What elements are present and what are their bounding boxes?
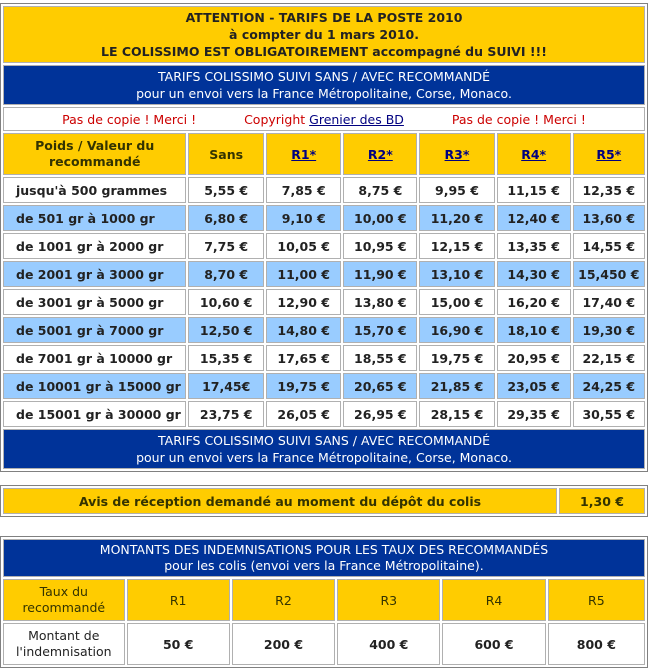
- weight-range-label: de 1001 gr à 2000 gr: [3, 233, 186, 259]
- taux-label: Taux du recommandé: [3, 579, 125, 621]
- weight-range-label: de 501 gr à 1000 gr: [3, 205, 186, 231]
- price-cell: 18,55 €: [343, 345, 417, 371]
- price-cell: 19,75 €: [419, 345, 494, 371]
- price-cell: 23,75 €: [188, 401, 264, 427]
- price-cell: 20,95 €: [497, 345, 571, 371]
- rate-row: [3, 261, 645, 287]
- price-cell: 13,60 €: [573, 205, 645, 231]
- price-cell: 14,30 €: [497, 261, 571, 287]
- weight-range-label: de 3001 gr à 5000 gr: [3, 289, 186, 315]
- header-r3-link[interactable]: R3*: [444, 146, 470, 162]
- header-r5-link[interactable]: R5*: [596, 146, 622, 162]
- rate-row: [3, 205, 645, 231]
- header-r1-link[interactable]: R1*: [291, 146, 317, 162]
- avis-price: 1,30 €: [559, 488, 645, 514]
- amount-r5: 800 €: [548, 623, 645, 665]
- price-cell: 12,15 €: [419, 233, 494, 259]
- price-cell: 11,90 €: [343, 261, 417, 287]
- header-r2-link[interactable]: R2*: [367, 146, 393, 162]
- header-sans: Sans: [188, 133, 264, 175]
- price-cell: 13,35 €: [497, 233, 571, 259]
- rate-row: [3, 345, 645, 371]
- level-r3: R3: [337, 579, 440, 621]
- indemnisation-amount-row: [3, 623, 645, 665]
- rate-row: [3, 177, 645, 203]
- montant-label: Montant de l'indemnisation: [3, 623, 125, 665]
- price-cell: 6,80 €: [188, 205, 264, 231]
- footer-banner: [3, 429, 645, 469]
- rate-row: [3, 289, 645, 315]
- indemnisation-header-row: [3, 579, 645, 621]
- price-cell: 17,65 €: [266, 345, 341, 371]
- price-cell: 26,05 €: [266, 401, 341, 427]
- avis-table: [0, 485, 648, 517]
- amount-r4: 600 €: [442, 623, 545, 665]
- price-cell: 15,35 €: [188, 345, 264, 371]
- price-cell: 16,20 €: [497, 289, 571, 315]
- price-cell: 20,65 €: [343, 373, 417, 399]
- price-cell: 7,75 €: [188, 233, 264, 259]
- header-r4-link[interactable]: R4*: [521, 146, 547, 162]
- price-cell: 17,40 €: [573, 289, 645, 315]
- notice-line-1: ATTENTION - TARIFS DE LA POSTE 2010: [185, 10, 463, 25]
- price-cell: 23,05 €: [497, 373, 571, 399]
- footer-banner-subtitle: pour un envoi vers la France Métropolitaine, Corse, Monaco.: [136, 450, 512, 465]
- price-cell: 7,85 €: [266, 177, 341, 203]
- tarifs-banner: [3, 65, 645, 105]
- indemnisation-banner: [3, 539, 645, 577]
- amount-r2: 200 €: [232, 623, 335, 665]
- indemnisation-table: [0, 536, 648, 668]
- price-cell: 19,75 €: [266, 373, 341, 399]
- price-cell: 13,10 €: [419, 261, 494, 287]
- notice-line-3: LE COLISSIMO EST OBLIGATOIREMENT accompagné du SUIVI !!!: [101, 44, 547, 59]
- price-cell: 10,95 €: [343, 233, 417, 259]
- copyright-row: [3, 107, 645, 131]
- price-cell: 14,80 €: [266, 317, 341, 343]
- price-cell: 16,90 €: [419, 317, 494, 343]
- indemnisation-title: MONTANTS DES INDEMNISATIONS POUR LES TAUX DES RECOMMANDÉS: [99, 542, 549, 557]
- price-cell: 10,05 €: [266, 233, 341, 259]
- rate-row: [3, 373, 645, 399]
- weight-range-label: jusqu'à 500 grammes: [3, 177, 186, 203]
- amount-r1: 50 €: [127, 623, 230, 665]
- amount-r3: 400 €: [337, 623, 440, 665]
- indemnisation-subtitle: pour les colis (envoi vers la France Métropolitaine).: [164, 558, 484, 573]
- price-cell: 26,95 €: [343, 401, 417, 427]
- price-cell: 15,70 €: [343, 317, 417, 343]
- price-cell: 18,10 €: [497, 317, 571, 343]
- price-cell: 30,55 €: [573, 401, 645, 427]
- price-cell: 9,95 €: [419, 177, 494, 203]
- rate-rows: [3, 177, 645, 427]
- weight-range-label: de 2001 gr à 3000 gr: [3, 261, 186, 287]
- footer-banner-title: TARIFS COLISSIMO SUIVI SANS / AVEC RECOMMANDÉ: [157, 433, 491, 448]
- price-cell: 13,80 €: [343, 289, 417, 315]
- banner-title: TARIFS COLISSIMO SUIVI SANS / AVEC RECOMMANDÉ: [157, 69, 491, 84]
- level-r5: R5: [548, 579, 645, 621]
- rates-table: [0, 3, 648, 472]
- banner-subtitle: pour un envoi vers la France Métropolitaine, Corse, Monaco.: [136, 86, 512, 101]
- price-cell: 22,15 €: [573, 345, 645, 371]
- rates-header-row: [3, 133, 645, 175]
- rate-row: [3, 317, 645, 343]
- rate-row: [3, 401, 645, 427]
- avis-label: Avis de réception demandé au moment du dépôt du colis: [3, 488, 557, 514]
- price-cell: 12,40 €: [497, 205, 571, 231]
- price-cell: 5,55 €: [188, 177, 264, 203]
- price-cell: 11,15 €: [497, 177, 571, 203]
- price-cell: 19,30 €: [573, 317, 645, 343]
- weight-range-label: de 5001 gr à 7000 gr: [3, 317, 186, 343]
- header-weight: Poids / Valeur du recommandé: [3, 133, 186, 175]
- price-cell: 10,00 €: [343, 205, 417, 231]
- notice-line-2: à compter du 1 mars 2010.: [229, 27, 419, 42]
- price-cell: 11,20 €: [419, 205, 494, 231]
- rate-row: [3, 233, 645, 259]
- price-cell: 12,50 €: [188, 317, 264, 343]
- price-cell: 28,15 €: [419, 401, 494, 427]
- price-cell: 14,55 €: [573, 233, 645, 259]
- price-cell: 11,00 €: [266, 261, 341, 287]
- level-r2: R2: [232, 579, 335, 621]
- weight-range-label: de 10001 gr à 15000 gr: [3, 373, 186, 399]
- price-cell: 12,35 €: [573, 177, 645, 203]
- price-cell: 29,35 €: [497, 401, 571, 427]
- grenier-des-bd-link[interactable]: Grenier des BD: [309, 111, 404, 127]
- price-cell: 24,25 €: [573, 373, 645, 399]
- price-cell: 9,10 €: [266, 205, 341, 231]
- price-cell: 8,70 €: [188, 261, 264, 287]
- copyright-label: Copyright: [244, 111, 306, 127]
- no-copy-notice-left: Pas de copie ! Merci !: [62, 111, 197, 127]
- price-cell: 15,00 €: [419, 289, 494, 315]
- level-r4: R4: [442, 579, 545, 621]
- price-cell: 10,60 €: [188, 289, 264, 315]
- price-cell: 15,450 €: [573, 261, 645, 287]
- notice-banner: [3, 6, 645, 63]
- no-copy-notice-right: Pas de copie ! Merci !: [451, 111, 586, 127]
- price-cell: 12,90 €: [266, 289, 341, 315]
- weight-range-label: de 15001 gr à 30000 gr: [3, 401, 186, 427]
- level-r1: R1: [127, 579, 230, 621]
- weight-range-label: de 7001 gr à 10000 gr: [3, 345, 186, 371]
- price-cell: 8,75 €: [343, 177, 417, 203]
- price-cell: 17,45€: [188, 373, 264, 399]
- price-cell: 21,85 €: [419, 373, 494, 399]
